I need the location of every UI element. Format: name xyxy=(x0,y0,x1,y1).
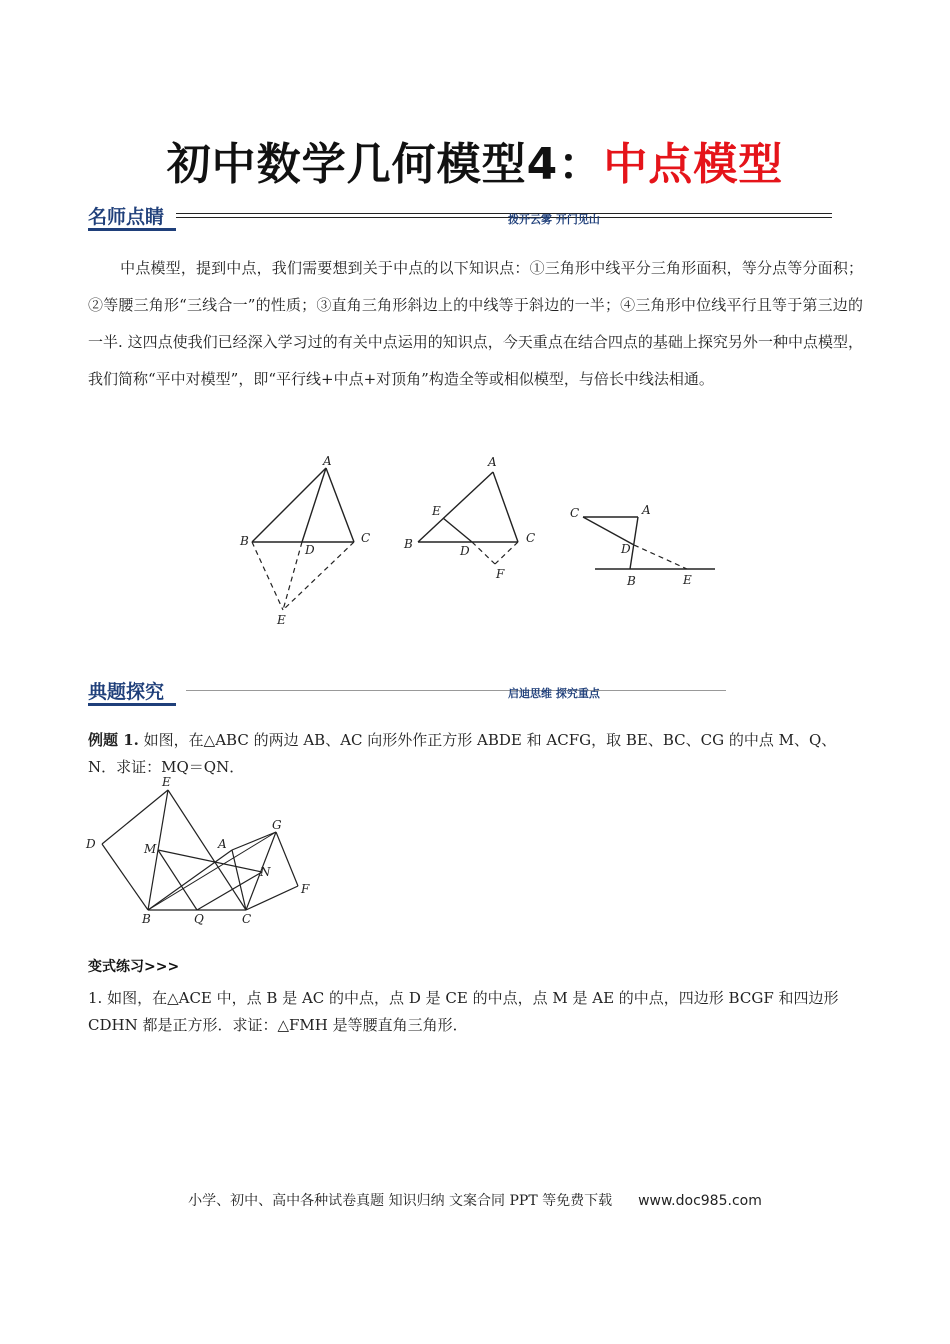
figure-1 xyxy=(230,452,380,632)
footer-text: 小学、初中、高中各种试卷真题 知识归纳 文案合同 PPT 等免费下载 xyxy=(188,1193,613,1209)
label-b: B xyxy=(240,534,249,548)
section-rule-2 xyxy=(176,217,832,218)
section-header-1 xyxy=(88,202,164,229)
section-rule xyxy=(186,690,726,691)
figure-2 xyxy=(400,452,550,592)
label-a: A xyxy=(642,503,651,517)
label-a: A xyxy=(488,455,497,469)
label-e: E xyxy=(277,613,286,627)
label-b: B xyxy=(142,912,151,926)
label-f: F xyxy=(301,882,310,896)
label-b: B xyxy=(404,537,413,551)
section-tag: 拨开云雾 开门见山 xyxy=(508,213,600,226)
footer-url[interactable]: www.doc985.com xyxy=(638,1193,762,1209)
label-d: D xyxy=(621,542,631,556)
title-highlight: 中点模型 xyxy=(603,139,784,190)
intro-paragraph xyxy=(88,250,863,398)
example-label: 例题 1. xyxy=(88,731,139,749)
label-e: E xyxy=(683,573,692,587)
section-underline xyxy=(88,703,176,706)
label-c: C xyxy=(361,531,371,545)
section-rule xyxy=(176,213,832,214)
label-q: Q xyxy=(194,912,204,926)
example-text: 如图，在△ABC 的两边 AB、AC 向形外作正方形 ABDE 和 ACFG，取 BE、BC、CG 的中点 M、Q、N．求证：MQ＝QN． xyxy=(88,731,837,776)
label-g: G xyxy=(272,818,282,832)
footer xyxy=(0,1190,950,1210)
label-c: C xyxy=(242,912,252,926)
label-c: C xyxy=(570,506,580,520)
label-e: E xyxy=(162,775,171,789)
section-tag: 启迪思维 探究重点 xyxy=(508,687,600,700)
label-d: D xyxy=(460,544,470,558)
label-f: F xyxy=(496,567,505,581)
label-a: A xyxy=(323,454,332,468)
section-header-2 xyxy=(88,677,164,704)
page-title xyxy=(0,128,950,192)
label-d: D xyxy=(86,837,96,851)
figure-3 xyxy=(565,495,725,595)
title-main: 初中数学几何模型4： xyxy=(166,139,604,190)
label-a: A xyxy=(218,837,227,851)
section-label: 典题探究 xyxy=(88,681,165,703)
intro-text: 中点模型，提到中点，我们需要想到关于中点的以下知识点：①三角形中线平分三角形面积，等分点等分面积；②等腰三角形“三线合一”的性质；③直角三角形斜边上的中线等于斜边的一半；④三角形中位线平行且等于第三边的一半. 这四点使我们已经深入学习过的有关中点运用的知识点，今天重点在结合四点的基础上探究另外一种中点模型，我们简称“平中对模型”，即“平行线+中点+对顶角”构造全等或相似模型，与倍长中线法相通。 xyxy=(88,259,863,388)
section-underline xyxy=(88,228,176,231)
label-c: C xyxy=(526,531,536,545)
exercise-1: 1. 如图，在△ACE 中，点 B 是 AC 的中点，点 D 是 CE 的中点，点 M 是 AE 的中点，四边形 BCGF 和四边形 CDHN 都是正方形．求证：△FMH 是等腰直角三角形． xyxy=(88,989,839,1034)
label-d: D xyxy=(305,543,315,557)
label-n: N xyxy=(260,865,271,879)
figure-4 xyxy=(82,772,322,932)
practice-heading: 变式练习>>> xyxy=(88,959,180,975)
section-label: 名师点睛 xyxy=(88,206,165,228)
label-m: M xyxy=(144,842,157,856)
label-b: B xyxy=(627,574,636,588)
label-e: E xyxy=(432,504,441,518)
